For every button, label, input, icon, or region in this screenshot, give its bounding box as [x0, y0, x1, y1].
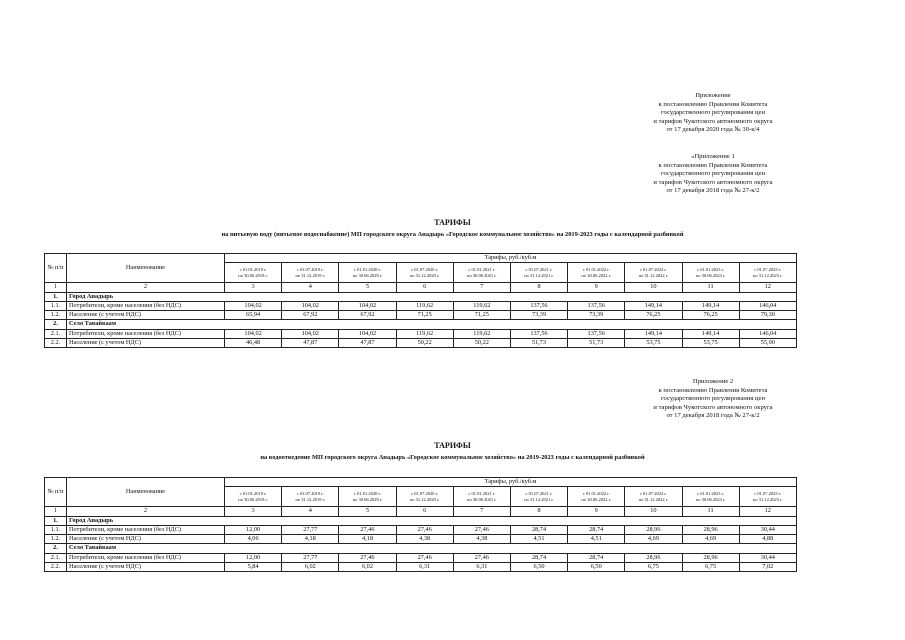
tariff-value: 47,87 — [282, 339, 339, 348]
appendix-line: к постановлению Правления Комитета — [658, 100, 768, 108]
section-name: Село Тавайваам — [67, 544, 797, 553]
period-to: по 31.12.2020 г. — [409, 272, 440, 278]
table2-title: ТАРИФЫ — [434, 441, 471, 450]
col-name-header: Наименование — [67, 478, 225, 507]
period-to: по 30.06.2022 г. — [581, 496, 612, 502]
column-number: 3 — [225, 283, 282, 292]
tariff-value: 137,56 — [568, 329, 625, 338]
column-number: 7 — [453, 283, 510, 292]
period-from: с 01.07.2021 г. — [525, 266, 553, 272]
tariff-value: 119,62 — [453, 329, 510, 338]
tariff-value: 137,56 — [510, 329, 567, 338]
col-no-header: № п/п — [45, 254, 67, 283]
tariff-value: 28,96 — [682, 525, 739, 534]
period-from: с 01.01.2019 г. — [239, 266, 267, 272]
row-name: Население (с учетом НДС) — [67, 563, 225, 572]
period-to: по 31.12.2023 г. — [752, 496, 783, 502]
tariff-value: 27,46 — [453, 553, 510, 562]
tariff-value: 137,56 — [510, 301, 567, 310]
period-header — [396, 487, 453, 507]
tariff-value: 71,25 — [396, 311, 453, 320]
row-number: 2.1. — [45, 329, 67, 338]
section-row — [45, 516, 797, 525]
period-to: по 31.12.2021 г. — [524, 272, 554, 278]
section-name: Село Тавайваам — [67, 320, 797, 329]
tariff-value: 73,39 — [510, 311, 567, 320]
period-header — [510, 263, 567, 283]
period-from: с 01.07.2022 г. — [639, 266, 667, 272]
tariff-value: 4,38 — [453, 535, 510, 544]
col-group-header: Тарифы, руб./куб.м — [225, 478, 797, 487]
tariff-value: 104,02 — [282, 301, 339, 310]
period-to: по 31.12.2021 г. — [524, 496, 554, 502]
tariff-value: 30,44 — [739, 553, 796, 562]
tariff-value: 4,06 — [225, 535, 282, 544]
row-name: Потребители, кроме населения (без НДС) — [67, 329, 225, 338]
column-number: 4 — [282, 507, 339, 516]
period-from: с 01.07.2020 г. — [411, 266, 439, 272]
colnum-row — [45, 507, 797, 516]
tariff-value: 55,90 — [739, 339, 796, 348]
period-header — [339, 487, 396, 507]
tariff-value: 28,96 — [682, 553, 739, 562]
period-header — [682, 487, 739, 507]
tariff-value: 104,02 — [225, 301, 282, 310]
tariff-value: 119,62 — [396, 301, 453, 310]
period-to: по 31.12.2022 г. — [638, 496, 669, 502]
period-header — [282, 263, 339, 283]
appendix-line: Приложение 2 — [692, 378, 734, 385]
period-from: с 01.01.2020 г. — [353, 490, 381, 496]
tariff-value: 76,25 — [682, 311, 739, 320]
tariff-value: 6,50 — [568, 563, 625, 572]
period-header — [739, 487, 796, 507]
tariff-value: 71,25 — [453, 311, 510, 320]
tariff-value: 149,14 — [625, 301, 682, 310]
column-number: 2 — [67, 283, 225, 292]
period-header — [453, 487, 510, 507]
tariff-value: 4,69 — [682, 535, 739, 544]
period-to: по 30.06.2023 г. — [695, 496, 726, 502]
tariff-value: 53,75 — [682, 339, 739, 348]
appendix-block — [638, 153, 788, 196]
column-number: 11 — [682, 507, 739, 516]
period-from: с 01.01.2022 г. — [582, 490, 610, 496]
table-row — [45, 301, 797, 310]
tariff-value: 5,84 — [225, 563, 282, 572]
tariff-value: 6,75 — [625, 563, 682, 572]
period-header — [739, 263, 796, 283]
tariff-value: 6,02 — [282, 563, 339, 572]
appendix-line: государственного регулирования цен — [661, 395, 765, 403]
tariff-value: 6,31 — [453, 563, 510, 572]
tariff-table-water — [44, 253, 797, 348]
tariff-value: 104,02 — [339, 329, 396, 338]
row-number: 2. — [45, 320, 67, 329]
row-name: Потребители, кроме населения (без НДС) — [67, 525, 225, 534]
tariff-value: 104,02 — [282, 329, 339, 338]
tariff-value: 67,92 — [339, 311, 396, 320]
period-to: по 31.12.2019 г. — [295, 272, 326, 278]
period-from: с 01.01.2022 г. — [582, 266, 610, 272]
row-name: Население (с учетом НДС) — [67, 339, 225, 348]
column-number: 6 — [396, 507, 453, 516]
tariff-value: 27,46 — [339, 525, 396, 534]
period-to: по 30.06.2019 г. — [238, 272, 268, 278]
col-group-header: Тарифы, руб./куб.м — [225, 254, 797, 263]
period-to: по 31.12.2020 г. — [409, 496, 440, 502]
tariff-value: 6,75 — [682, 563, 739, 572]
row-number: 1.2. — [45, 311, 67, 320]
period-from: с 01.07.2022 г. — [639, 490, 667, 496]
section-row — [45, 320, 797, 329]
tariff-value: 27,46 — [339, 553, 396, 562]
tariff-value: 4,18 — [282, 535, 339, 544]
tariff-value: 47,87 — [339, 339, 396, 348]
tariff-value: 12,00 — [225, 525, 282, 534]
period-to: по 30.06.2021 г. — [467, 496, 497, 502]
period-header — [225, 487, 282, 507]
row-number: 1. — [45, 516, 67, 525]
period-to: по 30.06.2020 г. — [352, 272, 383, 278]
tariff-value: 27,77 — [282, 525, 339, 534]
period-to: по 30.06.2019 г. — [238, 496, 268, 502]
column-number: 12 — [739, 283, 796, 292]
tariff-value: 28,96 — [625, 525, 682, 534]
period-to: по 30.06.2021 г. — [467, 272, 497, 278]
period-header — [453, 263, 510, 283]
header-row — [45, 254, 797, 263]
table2-subtitle: на водоотведение МП городского округа Анадырь «Городское коммунальное хозяйство» на 2019-2023 годы с календарной разбивкой — [260, 454, 645, 461]
appendix-line: и тарифов Чукотского автономного округа — [653, 117, 773, 125]
period-header — [225, 263, 282, 283]
appendix-line: и тарифов Чукотского автономного округа — [653, 178, 773, 186]
tariff-value: 4,88 — [739, 535, 796, 544]
period-header — [282, 487, 339, 507]
period-header — [510, 487, 567, 507]
appendix-line: к постановлению Правления Комитета — [658, 386, 768, 394]
table-row — [45, 311, 797, 320]
tariff-value: 146,04 — [739, 329, 796, 338]
column-number: 5 — [339, 507, 396, 516]
period-header — [625, 263, 682, 283]
tariff-value: 119,62 — [396, 329, 453, 338]
row-name: Потребители, кроме населения (без НДС) — [67, 301, 225, 310]
column-number: 8 — [510, 283, 567, 292]
column-number: 9 — [568, 507, 625, 516]
row-name: Население (с учетом НДС) — [67, 535, 225, 544]
appendix-line: Приложение — [695, 92, 731, 99]
tariff-value: 53,75 — [625, 339, 682, 348]
appendix-line: к постановлению Правления Комитета — [658, 161, 768, 169]
tariff-value: 6,31 — [396, 563, 453, 572]
appendix-line: и тарифов Чукотского автономного округа — [653, 403, 773, 411]
tariff-table-sewage — [44, 477, 797, 572]
period-header — [568, 263, 625, 283]
tariff-value: 79,30 — [739, 311, 796, 320]
tariff-value: 30,44 — [739, 525, 796, 534]
table-row — [45, 553, 797, 562]
tariff-value: 146,04 — [739, 301, 796, 310]
tariff-value: 73,39 — [568, 311, 625, 320]
tariff-value: 51,73 — [568, 339, 625, 348]
period-from: с 01.01.2019 г. — [239, 490, 267, 496]
tariff-value: 12,00 — [225, 553, 282, 562]
period-to: по 30.06.2020 г. — [352, 496, 383, 502]
section-name: Город Анадырь — [67, 516, 797, 525]
tariff-value: 4,18 — [339, 535, 396, 544]
tariff-value: 28,74 — [568, 553, 625, 562]
period-header — [568, 487, 625, 507]
table1-title: ТАРИФЫ — [434, 218, 471, 227]
column-number: 3 — [225, 507, 282, 516]
column-number: 10 — [625, 507, 682, 516]
appendix-line: от 17 декабря 2018 года № 27-к/2 — [666, 412, 760, 420]
appendix-line: государственного регулирования цен — [661, 170, 765, 178]
appendix-block — [638, 378, 788, 421]
tariff-value: 149,14 — [625, 329, 682, 338]
table-row — [45, 329, 797, 338]
period-header — [625, 487, 682, 507]
column-number: 9 — [568, 283, 625, 292]
tariff-value: 149,14 — [682, 301, 739, 310]
period-from: с 01.01.2023 г. — [697, 266, 725, 272]
tariff-value: 28,74 — [568, 525, 625, 534]
section-row — [45, 292, 797, 301]
tariff-value: 27,46 — [453, 525, 510, 534]
period-from: с 01.07.2019 г. — [296, 266, 324, 272]
column-number: 7 — [453, 507, 510, 516]
period-from: с 01.07.2020 г. — [411, 490, 439, 496]
column-number: 1 — [45, 283, 67, 292]
period-from: с 01.07.2023 г. — [754, 490, 782, 496]
tariff-value: 51,73 — [510, 339, 567, 348]
period-from: с 01.07.2023 г. — [754, 266, 782, 272]
column-number: 5 — [339, 283, 396, 292]
row-number: 1.2. — [45, 535, 67, 544]
period-header — [682, 263, 739, 283]
tariff-value: 119,62 — [453, 301, 510, 310]
tariff-value: 104,02 — [339, 301, 396, 310]
period-from: с 01.01.2021 г. — [468, 266, 496, 272]
tariff-value: 46,48 — [225, 339, 282, 348]
column-number: 10 — [625, 283, 682, 292]
row-number: 1.1. — [45, 301, 67, 310]
period-to: по 30.06.2023 г. — [695, 272, 726, 278]
column-number: 12 — [739, 507, 796, 516]
row-number: 1. — [45, 292, 67, 301]
period-from: с 01.01.2020 г. — [353, 266, 381, 272]
row-number: 1.1. — [45, 525, 67, 534]
period-from: с 01.07.2021 г. — [525, 490, 553, 496]
tariff-value: 50,22 — [396, 339, 453, 348]
tariff-value: 28,96 — [625, 553, 682, 562]
table1-subtitle: на питьевую воду (питьевое водоснабжение) МП городского округа Анадырь «Городское коммунальное хозяйство» на 2019-2023 годы с календарной разбивкой — [221, 231, 684, 238]
appendix-line: от 17 декабря 2018 года № 27-к/2 — [666, 187, 760, 195]
colnum-row — [45, 283, 797, 292]
tariff-value: 27,46 — [396, 525, 453, 534]
tariff-value: 50,22 — [453, 339, 510, 348]
col-name-header: Наименование — [67, 254, 225, 283]
period-header — [339, 263, 396, 283]
row-number: 2.1. — [45, 553, 67, 562]
column-number: 1 — [45, 507, 67, 516]
col-no-header: № п/п — [45, 478, 67, 507]
tariff-value: 104,02 — [225, 329, 282, 338]
tariff-value: 67,92 — [282, 311, 339, 320]
column-number: 2 — [67, 507, 225, 516]
table-row — [45, 339, 797, 348]
tariff-value: 6,02 — [339, 563, 396, 572]
period-from: с 01.01.2021 г. — [468, 490, 496, 496]
section-row — [45, 544, 797, 553]
tariff-value: 4,51 — [510, 535, 567, 544]
period-to: по 30.06.2022 г. — [581, 272, 612, 278]
column-number: 11 — [682, 283, 739, 292]
tariff-value: 28,74 — [510, 553, 567, 562]
period-from: с 01.01.2023 г. — [697, 490, 725, 496]
period-from: с 01.07.2019 г. — [296, 490, 324, 496]
period-to: по 31.12.2019 г. — [295, 496, 326, 502]
appendix-block — [638, 92, 788, 135]
appendix-line: «Приложение 1 — [691, 153, 735, 160]
tariff-value: 4,69 — [625, 535, 682, 544]
tariff-value: 6,50 — [510, 563, 567, 572]
appendix-line: от 17 декабря 2020 года № 30-к/4 — [666, 126, 760, 134]
row-number: 2.2. — [45, 563, 67, 572]
row-number: 2.2. — [45, 339, 67, 348]
row-name: Потребители, кроме населения (без НДС) — [67, 553, 225, 562]
tariff-value: 76,25 — [625, 311, 682, 320]
column-number: 8 — [510, 507, 567, 516]
tariff-value: 137,56 — [568, 301, 625, 310]
column-number: 4 — [282, 283, 339, 292]
appendix-line: государственного регулирования цен — [661, 109, 765, 117]
table-row — [45, 525, 797, 534]
row-number: 2. — [45, 544, 67, 553]
section-name: Город Анадырь — [67, 292, 797, 301]
tariff-value: 4,51 — [568, 535, 625, 544]
period-header — [396, 263, 453, 283]
tariff-value: 65,94 — [225, 311, 282, 320]
tariff-value: 4,38 — [396, 535, 453, 544]
period-to: по 31.12.2023 г. — [752, 272, 783, 278]
tariff-value: 27,77 — [282, 553, 339, 562]
table-row — [45, 563, 797, 572]
tariff-value: 149,14 — [682, 329, 739, 338]
tariff-value: 7,02 — [739, 563, 796, 572]
table-row — [45, 535, 797, 544]
header-row — [45, 478, 797, 487]
column-number: 6 — [396, 283, 453, 292]
tariff-value: 28,74 — [510, 525, 567, 534]
row-name: Население (с учетом НДС) — [67, 311, 225, 320]
tariff-value: 27,46 — [396, 553, 453, 562]
period-to: по 31.12.2022 г. — [638, 272, 669, 278]
